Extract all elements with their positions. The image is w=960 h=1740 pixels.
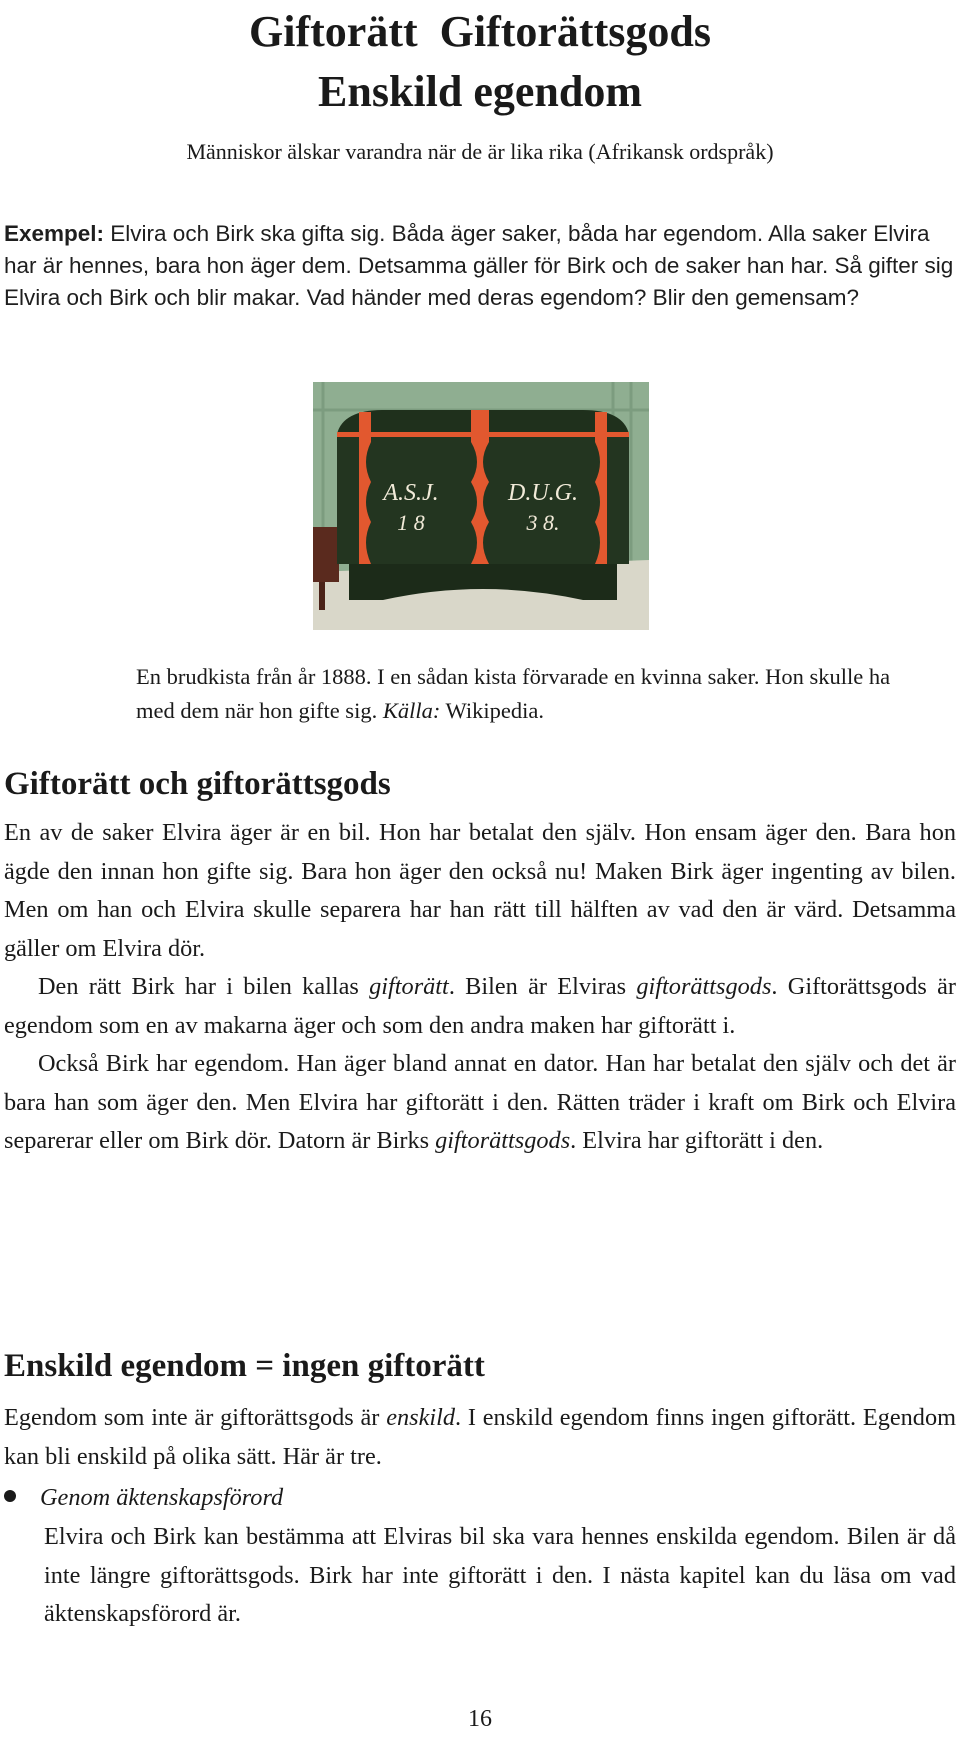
chest-monogram-right: D.U.G. [508, 480, 578, 506]
text-run: Egendom som inte är giftorättsgods är [4, 1404, 387, 1431]
title-line-2: Enskild egendom [318, 67, 642, 116]
text-run: . Bilen är Elviras [448, 973, 637, 1000]
text-run: . Elvira har giftorätt i den. [570, 1127, 824, 1154]
bullet-item-heading [4, 1479, 283, 1518]
example-label: Exempel: [4, 221, 105, 246]
text-run: . I enskild egendom finns ingen giftorätt. Egendom kan bli enskild på olika sätt. Här är tre. [4, 1404, 957, 1470]
paragraph: En av de saker Elvira äger är en bil. Hon har betalat den själv. Hon ensam äger den. Bara hon ägde den innan hon gifte sig. Bara hon äger den också nu! Maken Birk äger ingenting av bilen. Men om han och Elvira skulle separera har han rätt till hälften av vad den är värd. Detsamma gäller om Elvira dör. [4, 819, 956, 962]
caption-source-label: Källa: [382, 698, 441, 723]
term-giftorattsgods: giftorättsgods [435, 1127, 571, 1154]
caption-text: En brudkista från år 1888. I en sådan kista förvarade en kvinna saker. Hon skulle ha med dem när hon gifte sig. [136, 664, 891, 723]
term-giftoratt: giftorätt [369, 973, 449, 1000]
example-text: Elvira och Birk ska gifta sig. Båda äger saker, båda har egendom. Alla saker Elvira har är hennes, bara hon äger dem. Detsamma gäller för Birk och de saker han har. Så gifter sig Elvira och Birk och blir makar. Vad händer med deras egendom? Blir den gemensam? [4, 221, 954, 310]
bridal-chest-photo [313, 382, 649, 630]
photo-caption [136, 660, 896, 728]
paragraph [4, 968, 956, 1045]
page-number: 16 [468, 1706, 492, 1732]
section-enskild-body [4, 1399, 956, 1476]
bullet-item-body: Elvira och Birk kan bestämma att Elviras bil ska vara hennes enskilda egendom. Bilen är då inte längre giftorättsgods. Birk har inte giftorätt i den. I nästa kapitel kan du läsa om vad äktenskapsförord är. [44, 1523, 956, 1627]
section-giftoratt-body [4, 814, 956, 1161]
chest-year-left: 1 8 [397, 510, 425, 535]
chest-monogram-left: A.S.J. [383, 480, 439, 506]
bullet-title: Genom äktenskapsförord [40, 1484, 284, 1511]
text-run: Den rätt Birk har i bilen kallas [38, 973, 370, 1000]
text-run: . Giftorättsgods är egendom som en av makarna äger och som den andra maken har giftorätt i. [4, 973, 956, 1039]
title-line-1 [0, 2, 960, 62]
term-enskild: enskild [386, 1404, 456, 1431]
proverb: Människor älskar varandra när de är lika rika (Afrikansk ordspråk) [186, 139, 774, 164]
bullet-dot-icon [4, 1490, 16, 1502]
caption-source: Wikipedia. [440, 698, 544, 723]
section-heading-enskild-egendom: Enskild egendom = ingen giftorätt [4, 1348, 485, 1384]
section-heading-giftoratt: Giftorätt och giftorättsgods [4, 766, 391, 802]
page-title [0, 2, 960, 122]
paragraph [4, 1399, 956, 1476]
paragraph [4, 1045, 956, 1161]
chest-year-right: 3 8. [526, 510, 560, 535]
photo-stool [313, 527, 339, 582]
photo-stool-leg [319, 582, 325, 610]
title-giftoratt: Giftorätt [249, 7, 418, 56]
text-run: Också Birk har egendom. Han äger bland annat en dator. Han har betalat den själv och det är bara han som äger den. Men Elvira har giftorätt i den. Rätten träder i kraft om Birk och Elvira separerar eller om Birk dör. Datorn är Birks [4, 1050, 956, 1154]
term-giftorattsgods: giftorättsgods [636, 973, 772, 1000]
example-paragraph [4, 218, 956, 314]
title-giftorattsgods: Giftorättsgods [439, 7, 711, 56]
